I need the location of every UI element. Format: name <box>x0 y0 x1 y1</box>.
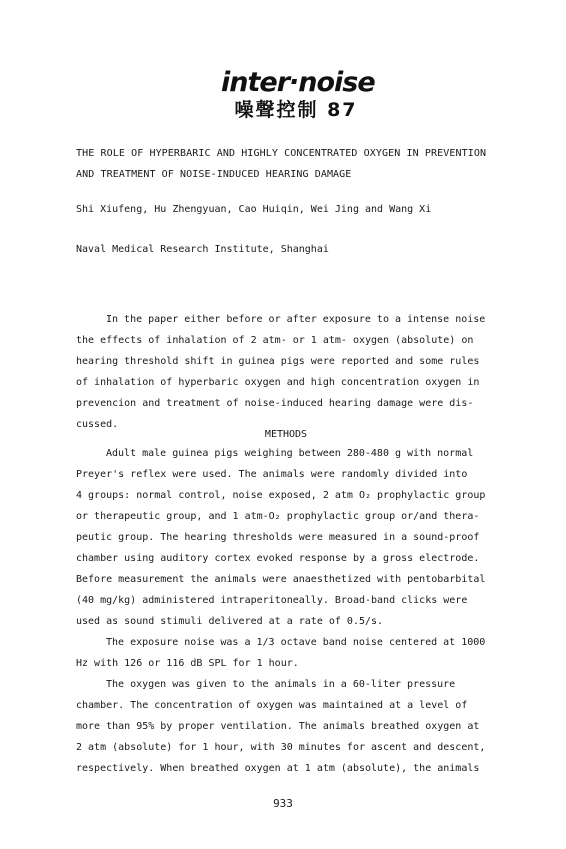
body-line: used as sound stimuli delivered at a rate of 0.5/s. <box>76 616 384 627</box>
body-line: more than 95% by proper ventilation. The animals breathed oxygen at <box>76 721 480 732</box>
body-line: respectively. When breathed oxygen at 1 atm (absolute), the animals <box>76 763 480 774</box>
body-line: Before measurement the animals were anaesthetized with pentobarbital <box>76 574 486 585</box>
abstract-line: In the paper either before or after exposure to a intense noise <box>106 314 486 325</box>
abstract-line: cussed. <box>76 419 119 430</box>
body-line: Preyer's reflex were used. The animals were randomly divided into <box>76 469 468 480</box>
methods-section <box>76 426 496 779</box>
title-line: AND TREATMENT OF NOISE-INDUCED HEARING DAMAGE <box>76 169 352 180</box>
body-line: 4 groups: normal control, noise exposed, 2 atm O₂ prophylactic group <box>76 490 486 501</box>
abstract <box>76 309 496 435</box>
abstract-line: of inhalation of hyperbaric oxygen and high concentration oxygen in <box>76 377 480 388</box>
body-line: peutic group. The hearing thresholds were measured in a sound-proof <box>76 532 480 543</box>
methods-heading: METHODS <box>264 429 308 440</box>
abstract-line: hearing threshold shift in guinea pigs were reported and some rules <box>76 356 480 367</box>
page-number: 933 <box>273 797 293 810</box>
abstract-line: the effects of inhalation of 2 atm- or 1 atm- oxygen (absolute) on <box>76 335 474 346</box>
affiliation: Naval Medical Research Institute, Shanghai <box>76 244 329 255</box>
body-line: 2 atm (absolute) for 1 hour, with 30 minutes for ascent and descent, <box>76 742 486 753</box>
title-line: THE ROLE OF HYPERBARIC AND HIGHLY CONCENTRATED OXYGEN IN PREVENTION <box>76 148 487 159</box>
body-line: The oxygen was given to the animals in a 60-liter pressure <box>106 679 456 690</box>
authors: Shi Xiufeng, Hu Zhengyuan, Cao Huiqin, Wei Jing and Wang Xi <box>76 204 432 215</box>
body-line: chamber using auditory cortex evoked response by a gross electrode. <box>76 553 480 564</box>
body-line: or therapeutic group, and 1 atm-O₂ prophylactic group or/and thera- <box>76 511 480 522</box>
logo-chinese-text: 噪聲控制 87 <box>234 99 358 121</box>
paper-title <box>76 143 486 185</box>
logo-wordmark: inter·noise <box>221 67 375 98</box>
body-line: chamber. The concentration of oxygen was maintained at a level of <box>76 700 468 711</box>
body-line: Adult male guinea pigs weighing between 280-480 g with normal <box>106 448 474 459</box>
conference-logo <box>221 67 375 122</box>
body-line: The exposure noise was a 1/3 octave band noise centered at 1000 <box>106 637 486 648</box>
body-line: Hz with 126 or 116 dB SPL for 1 hour. <box>76 658 299 669</box>
body-line: (40 mg/kg) administered intraperitoneally. Broad-band clicks were <box>76 595 468 606</box>
abstract-line: prevencion and treatment of noise-induced hearing damage were dis- <box>76 398 474 409</box>
